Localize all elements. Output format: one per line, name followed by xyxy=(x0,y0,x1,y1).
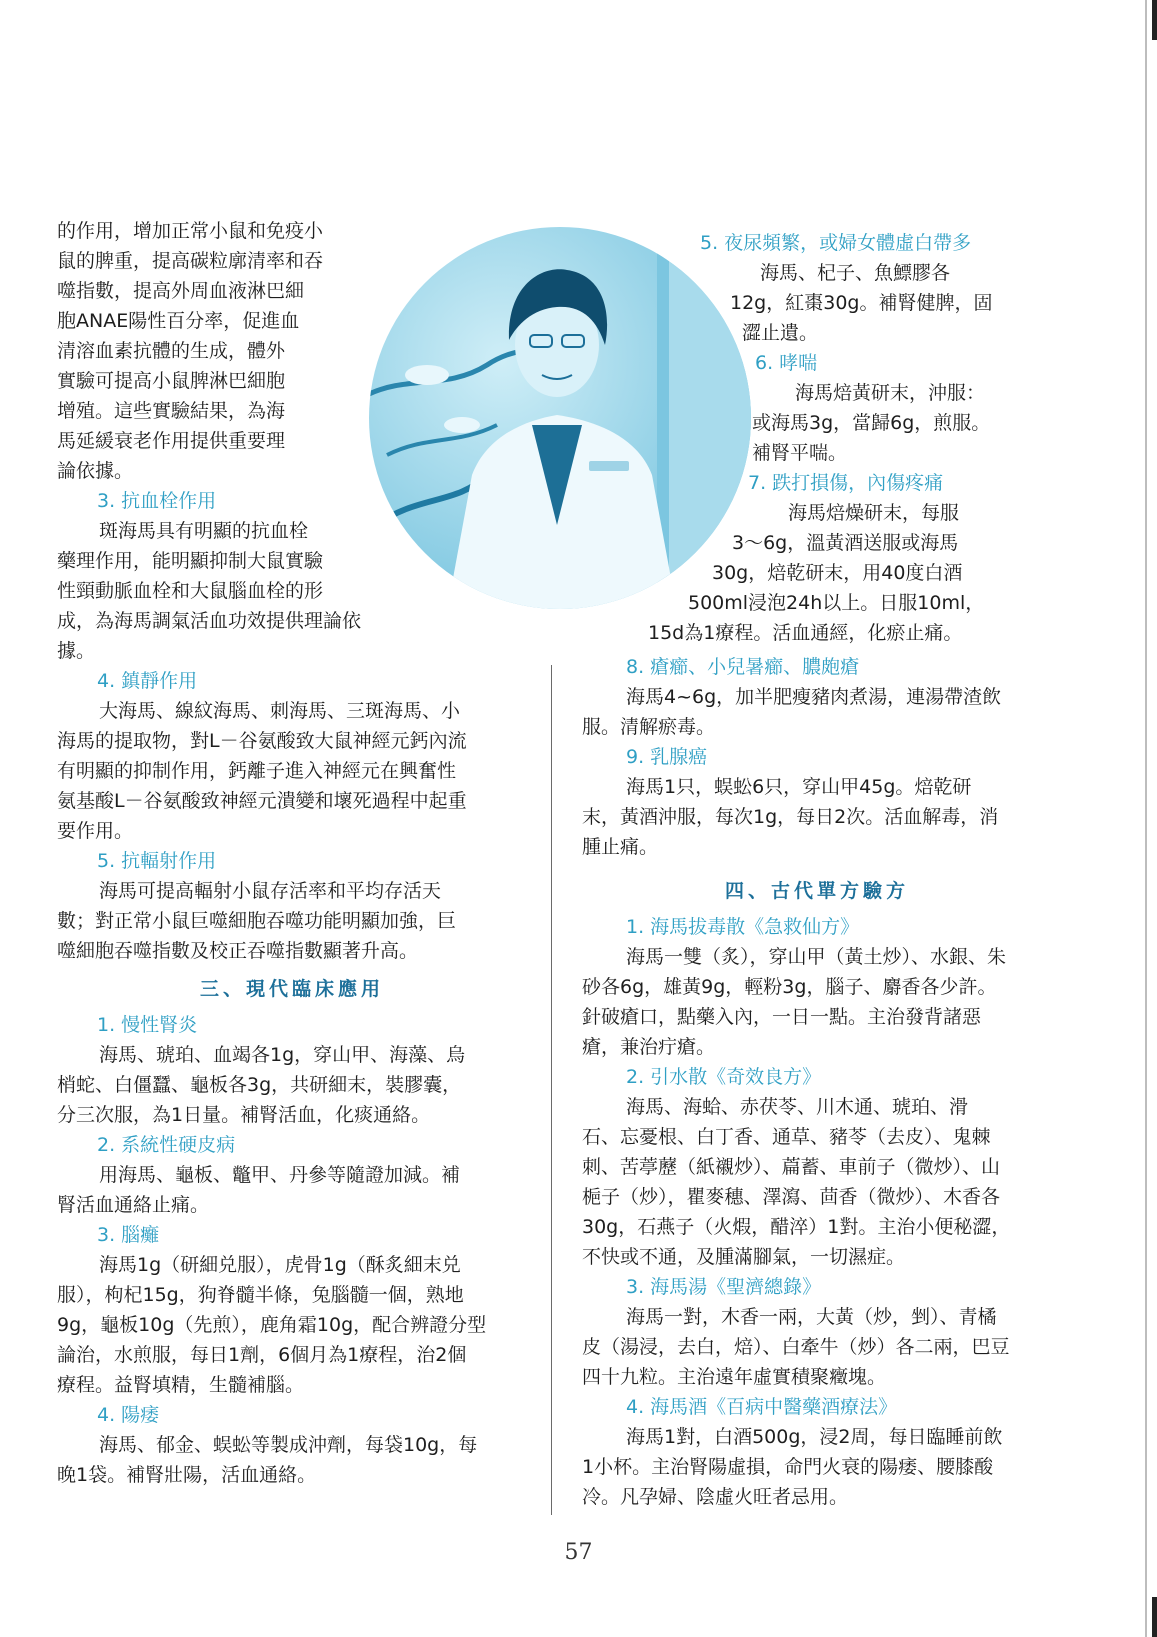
scan-edge-line xyxy=(1145,0,1147,1637)
intro-line: 清溶血素抗體的生成，體外 xyxy=(57,340,286,362)
subheading-yinshui-san: 2. 引水散《奇效良方》 xyxy=(626,1066,822,1088)
left-column xyxy=(57,216,527,1490)
intro-line: 馬延緩衰老作用提供重要理 xyxy=(57,430,286,452)
body-line: 梔子（炒），瞿麥穗、澤瀉、茴香（微炒）、木香各 xyxy=(582,1186,1001,1208)
body-line: 海馬4~6g，加半肥瘦豬肉煮湯，連湯帶渣飲 xyxy=(626,686,1002,708)
body-line: 要作用。 xyxy=(57,820,134,842)
body-line: 或海馬3g，當歸6g，煎服。 xyxy=(752,412,991,434)
body-line: 性頸動脈血栓和大鼠腦血栓的形 xyxy=(57,580,324,602)
body-line: 冷。凡孕婦、陰虛火旺者忌用。 xyxy=(582,1486,849,1508)
body-line: 海馬、郁金、蜈蚣等製成沖劑，每袋10g，每 xyxy=(99,1434,478,1456)
body-line: 海馬1只，蜈蚣6只，穿山甲45g。焙乾研 xyxy=(626,776,972,798)
body-line: 30g，焙乾研末，用40度白酒 xyxy=(712,562,963,584)
subheading-scleroderma: 2. 系統性硬皮病 xyxy=(97,1134,236,1156)
body-line: 海馬一雙（炙），穿山甲（黃土炒）、水銀、朱 xyxy=(626,946,1007,968)
body-line: 瘡，兼治疔瘡。 xyxy=(582,1036,716,1058)
body-line: 30g，石燕子（火煆，醋淬）1對。主治小便秘澀， xyxy=(582,1216,1011,1238)
page-number: 57 xyxy=(564,1540,593,1565)
intro-line: 增殖。這些實驗結果，為海 xyxy=(57,400,286,422)
body-line: 服），枸杞15g，狗脊髓半條，兔腦髓一個，熟地 xyxy=(57,1284,464,1306)
body-line: 數；對正常小鼠巨噬細胞吞噬功能明顯加強，巨 xyxy=(57,910,457,932)
body-line: 腎活血通絡止痛。 xyxy=(57,1194,210,1216)
intro-line: 胞ANAE陽性百分率，促進血 xyxy=(57,310,300,332)
body-line: 皮（湯浸，去白，焙）、白牽牛（炒）各二兩，巴豆 xyxy=(582,1336,1010,1358)
body-line: 氨基酸L－谷氨酸致神經元潰變和壞死過程中起重 xyxy=(57,790,467,812)
body-line: 噬細胞吞噬指數及校正吞噬指數顯著升高。 xyxy=(57,940,419,962)
scan-mark-bottom xyxy=(1152,1597,1157,1637)
intro-line: 鼠的脾重，提高碳粒廓清率和吞 xyxy=(57,250,324,272)
subheading-boils: 8. 瘡癤、小兒暑癤、膿皰瘡 xyxy=(626,656,860,678)
subheading-breast-cancer: 9. 乳腺癌 xyxy=(626,746,708,768)
subheading-nephritis: 1. 慢性腎炎 xyxy=(97,1014,198,1036)
subheading-impotence: 4. 陽痿 xyxy=(97,1404,160,1426)
body-line: 15d為1療程。活血通經，化瘀止痛。 xyxy=(648,622,963,644)
body-line: 海馬焙黃研末，沖服： xyxy=(795,382,986,404)
body-line: 用海馬、龜板、鼈甲、丹參等隨證加減。補 xyxy=(99,1164,461,1186)
body-line: 12g，紅棗30g。補腎健脾，固 xyxy=(730,292,993,314)
body-line: 刺、苦葶藶（紙襯炒）、萹蓄、車前子（微炒）、山 xyxy=(582,1156,1001,1178)
right-column-top xyxy=(648,228,1060,648)
body-line: 1小杯。主治腎陽虛損，命門火衰的陽痿、腰膝酸 xyxy=(582,1456,994,1478)
body-line: 據。 xyxy=(57,640,96,662)
right-column-bottom xyxy=(582,652,1052,1512)
body-line: 藥理作用，能明顯抑制大鼠實驗 xyxy=(57,550,324,572)
body-line: 澀止遺。 xyxy=(742,322,819,344)
body-line: 9g，龜板10g（先煎），鹿角霜10g，配合辨證分型 xyxy=(57,1314,487,1336)
body-line: 海馬一對，木香一兩，大黃（炒，剉）、青橘 xyxy=(626,1306,997,1328)
subheading-asthma: 6. 哮喘 xyxy=(755,352,818,374)
subheading-cerebral-palsy: 3. 腦癱 xyxy=(97,1224,160,1246)
section-heading-ancient: 四、古代單方驗方 xyxy=(724,880,909,902)
body-line: 海馬、海蛤、赤茯苓、川木通、琥珀、滑 xyxy=(626,1096,969,1118)
subheading-anti-radiation: 5. 抗輻射作用 xyxy=(97,850,217,872)
body-line: 海馬1g（研細兑服），虎骨1g（酥炙細末兑 xyxy=(99,1254,461,1276)
body-line: 論治，水煎服，每日1劑，6個月為1療程，治2個 xyxy=(57,1344,467,1366)
body-line: 針破瘡口，點藥入內，一日一點。主治發背諸惡 xyxy=(582,1006,982,1028)
body-line: 海馬、杞子、魚鰾膠各 xyxy=(760,262,951,284)
section-heading-clinical: 三、現代臨床應用 xyxy=(199,978,384,1000)
body-line: 石、忘憂根、白丁香、通草、豬苓（去皮）、鬼棘 xyxy=(582,1126,991,1148)
subheading-anti-thrombosis: 3. 抗血栓作用 xyxy=(97,490,217,512)
body-line: 海馬1對，白酒500g，浸2周，每日臨睡前飲 xyxy=(626,1426,1003,1448)
body-line: 服。清解瘀毒。 xyxy=(582,716,716,738)
body-line: 3～6g，溫黃酒送服或海馬 xyxy=(732,532,959,554)
body-line: 分三次服，為1日量。補腎活血，化痰通絡。 xyxy=(57,1104,431,1126)
body-line: 有明顯的抑制作用，鈣離子進入神經元在興奮性 xyxy=(57,760,457,782)
body-line: 海馬的提取物，對L－谷氨酸致大鼠神經元鈣內流 xyxy=(57,730,467,752)
body-line: 海馬可提高輻射小鼠存活率和平均存活天 xyxy=(99,880,442,902)
intro-line: 的作用，增加正常小鼠和免疫小 xyxy=(57,220,324,242)
intro-line: 實驗可提高小鼠脾淋巴細胞 xyxy=(57,370,286,392)
subheading-trauma: 7. 跌打損傷，內傷疼痛 xyxy=(748,472,944,494)
body-line: 海馬、琥珀、血竭各1g，穿山甲、海藻、烏 xyxy=(99,1044,466,1066)
body-line: 500ml浸泡24h以上。日服10ml， xyxy=(688,592,985,614)
intro-line: 噬指數，提高外周血液淋巴細 xyxy=(57,280,305,302)
column-divider xyxy=(551,665,552,1515)
body-line: 不快或不通，及腫滿腳氣，一切濕症。 xyxy=(582,1246,906,1268)
body-line: 大海馬、線紋海馬、刺海馬、三斑海馬、小 xyxy=(99,700,461,722)
subheading-badu-san: 1. 海馬拔毒散《急救仙方》 xyxy=(626,916,860,938)
body-line: 晚1袋。補腎壯陽，活血通絡。 xyxy=(57,1464,317,1486)
subheading-nocturia: 5. 夜尿頻繁，或婦女體虛白帶多 xyxy=(700,232,972,254)
body-line: 末，黃酒沖服，每次1g，每日2次。活血解毒，消 xyxy=(582,806,999,828)
body-line: 砂各6g，雄黃9g，輕粉3g，腦子、麝香各少許。 xyxy=(582,976,997,998)
body-line: 療程。益腎填精，生髓補腦。 xyxy=(57,1374,305,1396)
body-line: 梢蛇、白僵蠶、龜板各3g，共研細末，裝膠囊， xyxy=(57,1074,462,1096)
body-line: 補腎平喘。 xyxy=(752,442,848,464)
body-line: 海馬焙燥研末，每服 xyxy=(788,502,960,524)
body-line: 斑海馬具有明顯的抗血栓 xyxy=(99,520,309,542)
intro-line: 論依據。 xyxy=(57,460,134,482)
subheading-haima-tang: 3. 海馬湯《聖濟總錄》 xyxy=(626,1276,822,1298)
subheading-sedative: 4. 鎮靜作用 xyxy=(97,670,198,692)
body-line: 腫止痛。 xyxy=(582,836,659,858)
body-line: 成，為海馬調氣活血功效提供理論依 xyxy=(57,610,362,632)
subheading-haima-jiu: 4. 海馬酒《百病中醫藥酒療法》 xyxy=(626,1396,898,1418)
scan-mark-top xyxy=(1152,0,1157,40)
body-line: 四十九粒。主治遠年虛實積聚癥塊。 xyxy=(582,1366,887,1388)
